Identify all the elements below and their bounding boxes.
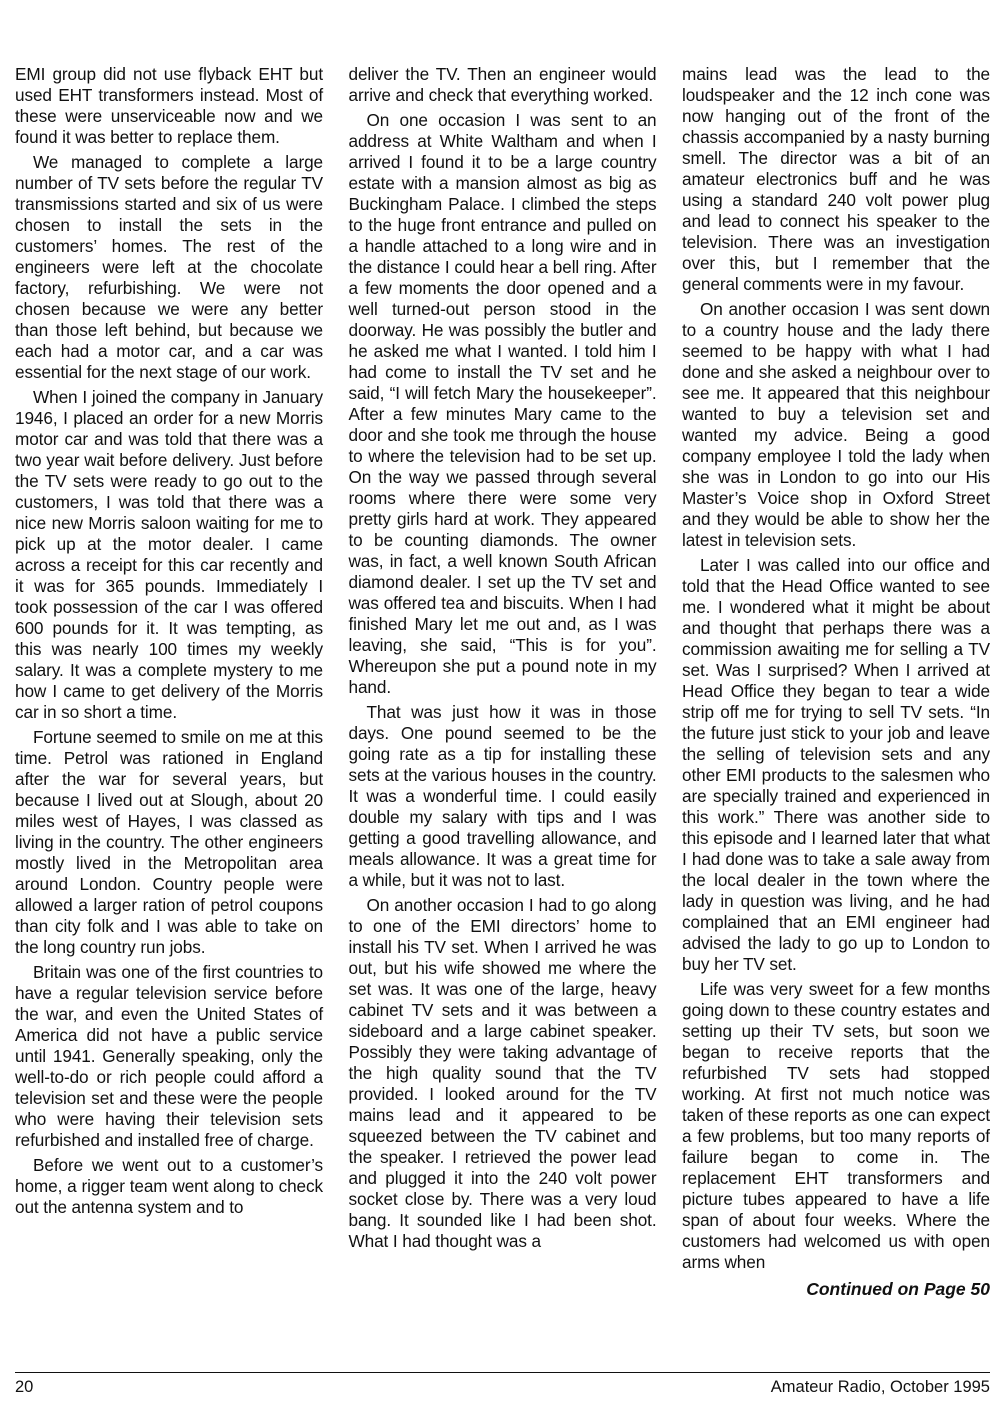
publication-footer: Amateur Radio, October 1995 [770, 1378, 990, 1396]
paragraph: On another occasion I was sent down to a country house and the lady there seemed to be happy with what I had done and she asked a neighbour over to see me. It appeared that this neighbour wanted to buy a television set and wanted my advice. Being a good company employee I told the lady when she was in London to go into our His Master’s Voice shop in Oxford Street and they would be able to show her the latest in television sets. [682, 299, 990, 550]
page-number: 20 [15, 1378, 34, 1396]
paragraph: Britain was one of the first countries to have a regular television service before the war, and even the United States of America did not have a public service until 1941. Generally speaking, only the well-to-do or rich people could afford a television set and these were the people who were having their television sets refurbished and installed free of charge. [15, 962, 323, 1150]
paragraph: On another occasion I had to go along to one of the EMI directors’ home to install his TV set. When I arrived he was out, but his wife showed me where the set was. It was one of the large, heavy cabinet TV sets and it was between a sideboard and a large cabinet speaker. Possibly they were taking advantage of the high quality sound that the TV provided. I looked around for the TV mains lead and it appeared to be squeezed between the TV cabinet and the speaker. I retrieved the power lead and plugged it into the 240 volt power socket close by. There was a very loud bang. It sounded like I had been shot. What I had thought was a [348, 895, 657, 1251]
continued-note: Continued on Page 50 [806, 1279, 990, 1299]
paragraph: Life was very sweet for a few months going down to these country estates and setting up their TV sets, but soon we began to receive reports that the refurbished TV sets had stopped working. At first not much notice was taken of these reports as one can expect a few problems, but too many reports of failure began to come in. The replacement EHT transformers and picture tubes appeared to have a life span of about four weeks. Where the customers had welcomed us with open arms when [682, 979, 990, 1272]
paragraph: On one occasion I was sent to an address at White Waltham and when I arrived I found it to be a large country estate with a mansion almost as big as Buckingham Palace. I climbed the steps to the huge front entrance and pulled on a handle attached to a long wire and in the distance I could hear a bell ring. After a few moments the door opened and a well turned-out person stood in the doorway. He was possibly the butler and he asked me what I wanted. I told him I had come to install the TV set and he said, “I will fetch Mary the housekeeper”. After a few minutes Mary came to the door and she took me through the house to where the television had to be set up. On the way we passed through several rooms where there were some very pretty girls hard at work. They appeared to be counting diamonds. The owner was, in fact, a well known South African diamond dealer. I set up the TV set and was offered tea and biscuits. When I had finished Mary let me out and, as I was leaving, she said, “This is for you”. Whereupon she put a pound note in my hand. [348, 110, 657, 697]
paragraph: Fortune seemed to smile on me at this time. Petrol was rationed in England after the war for several years, but because I lived out at Slough, about 20 miles west of Hayes, I was classed as living in the country. The other engineers mostly lived in the Metropolitan area around London. Country people were allowed a larger ration of petrol coupons than city folk and I was able to take on the long country run jobs. [15, 727, 323, 957]
paragraph: We managed to complete a large number of TV sets before the regular TV transmissions started and six of us were chosen to install the sets in the customers’ homes. The rest of the engineers were left at the chocolate factory, refurbishing. We were not chosen because we were any better than those left behind, but because we each had a motor car, and a car was essential for the next stage of our work. [15, 152, 323, 382]
paragraph: When I joined the company in January 1946, I placed an order for a new Morris motor car and was told that there was a two year wait before delivery. Just before the TV sets were ready to go out to the customers, I was told that there was a nice new Morris saloon waiting for me to pick up at the motor dealer. I came across a receipt for this car recently and it was for 365 pounds. Immediately I took possession of the car I was offered 600 pounds for it. It was tempting, as this was nearly 100 times my weekly salary. It was a complete mystery to me how I came to get delivery of the Morris car in so short a time. [15, 387, 323, 722]
column-3 [682, 64, 990, 1364]
paragraph: deliver the TV. Then an engineer would arrive and check that everything worked. [348, 64, 657, 105]
paragraph: That was just how it was in those days. One pound seemed to be the going rate as a tip for installing these sets at the various houses in the country. It was a wonderful time. I could easily double my salary with tips and I was getting a good travelling allowance, and meals allowance. It was a great time for a while, but it was not to last. [348, 702, 657, 890]
footer-rule [15, 1372, 990, 1373]
article-body [15, 64, 990, 1364]
paragraph: Later I was called into our office and told that the Head Office wanted to see me. I wondered what it might be about and thought that perhaps there was a commission awaiting me for selling a TV set. Was I surprised? When I arrived at Head Office they began to tear a wide strip off me for trying to sell TV sets. “In the future just stick to your job and leave the selling of television sets and any other EMI products to the salesmen who are specially trained and experienced in this work.” There was another side to this episode and I learned later that what I had done was to take a sale away from the local dealer in the town where the lady in question was living, and he had complained that an EMI engineer had advised the lady to go up to London to buy her TV set. [682, 555, 990, 974]
paragraph: Before we went out to a customer’s home, a rigger team went along to check out the antenna system and to [15, 1155, 323, 1217]
column-2 [349, 64, 657, 1364]
paragraph: EMI group did not use flyback EHT but used EHT transformers instead. Most of these were unserviceable now and we found it was better to replace them. [15, 64, 323, 147]
paragraph: mains lead was the lead to the loudspeaker and the 12 inch cone was now hanging out of the front of the chassis accompanied by a nasty burning smell. The director was a bit of an amateur electronics buff and he was using a standard 240 volt power plug and lead to connect his speaker to the television. There was an investigation over this, but I remember that the general comments were in my favour. [682, 64, 990, 294]
column-1 [15, 64, 323, 1364]
